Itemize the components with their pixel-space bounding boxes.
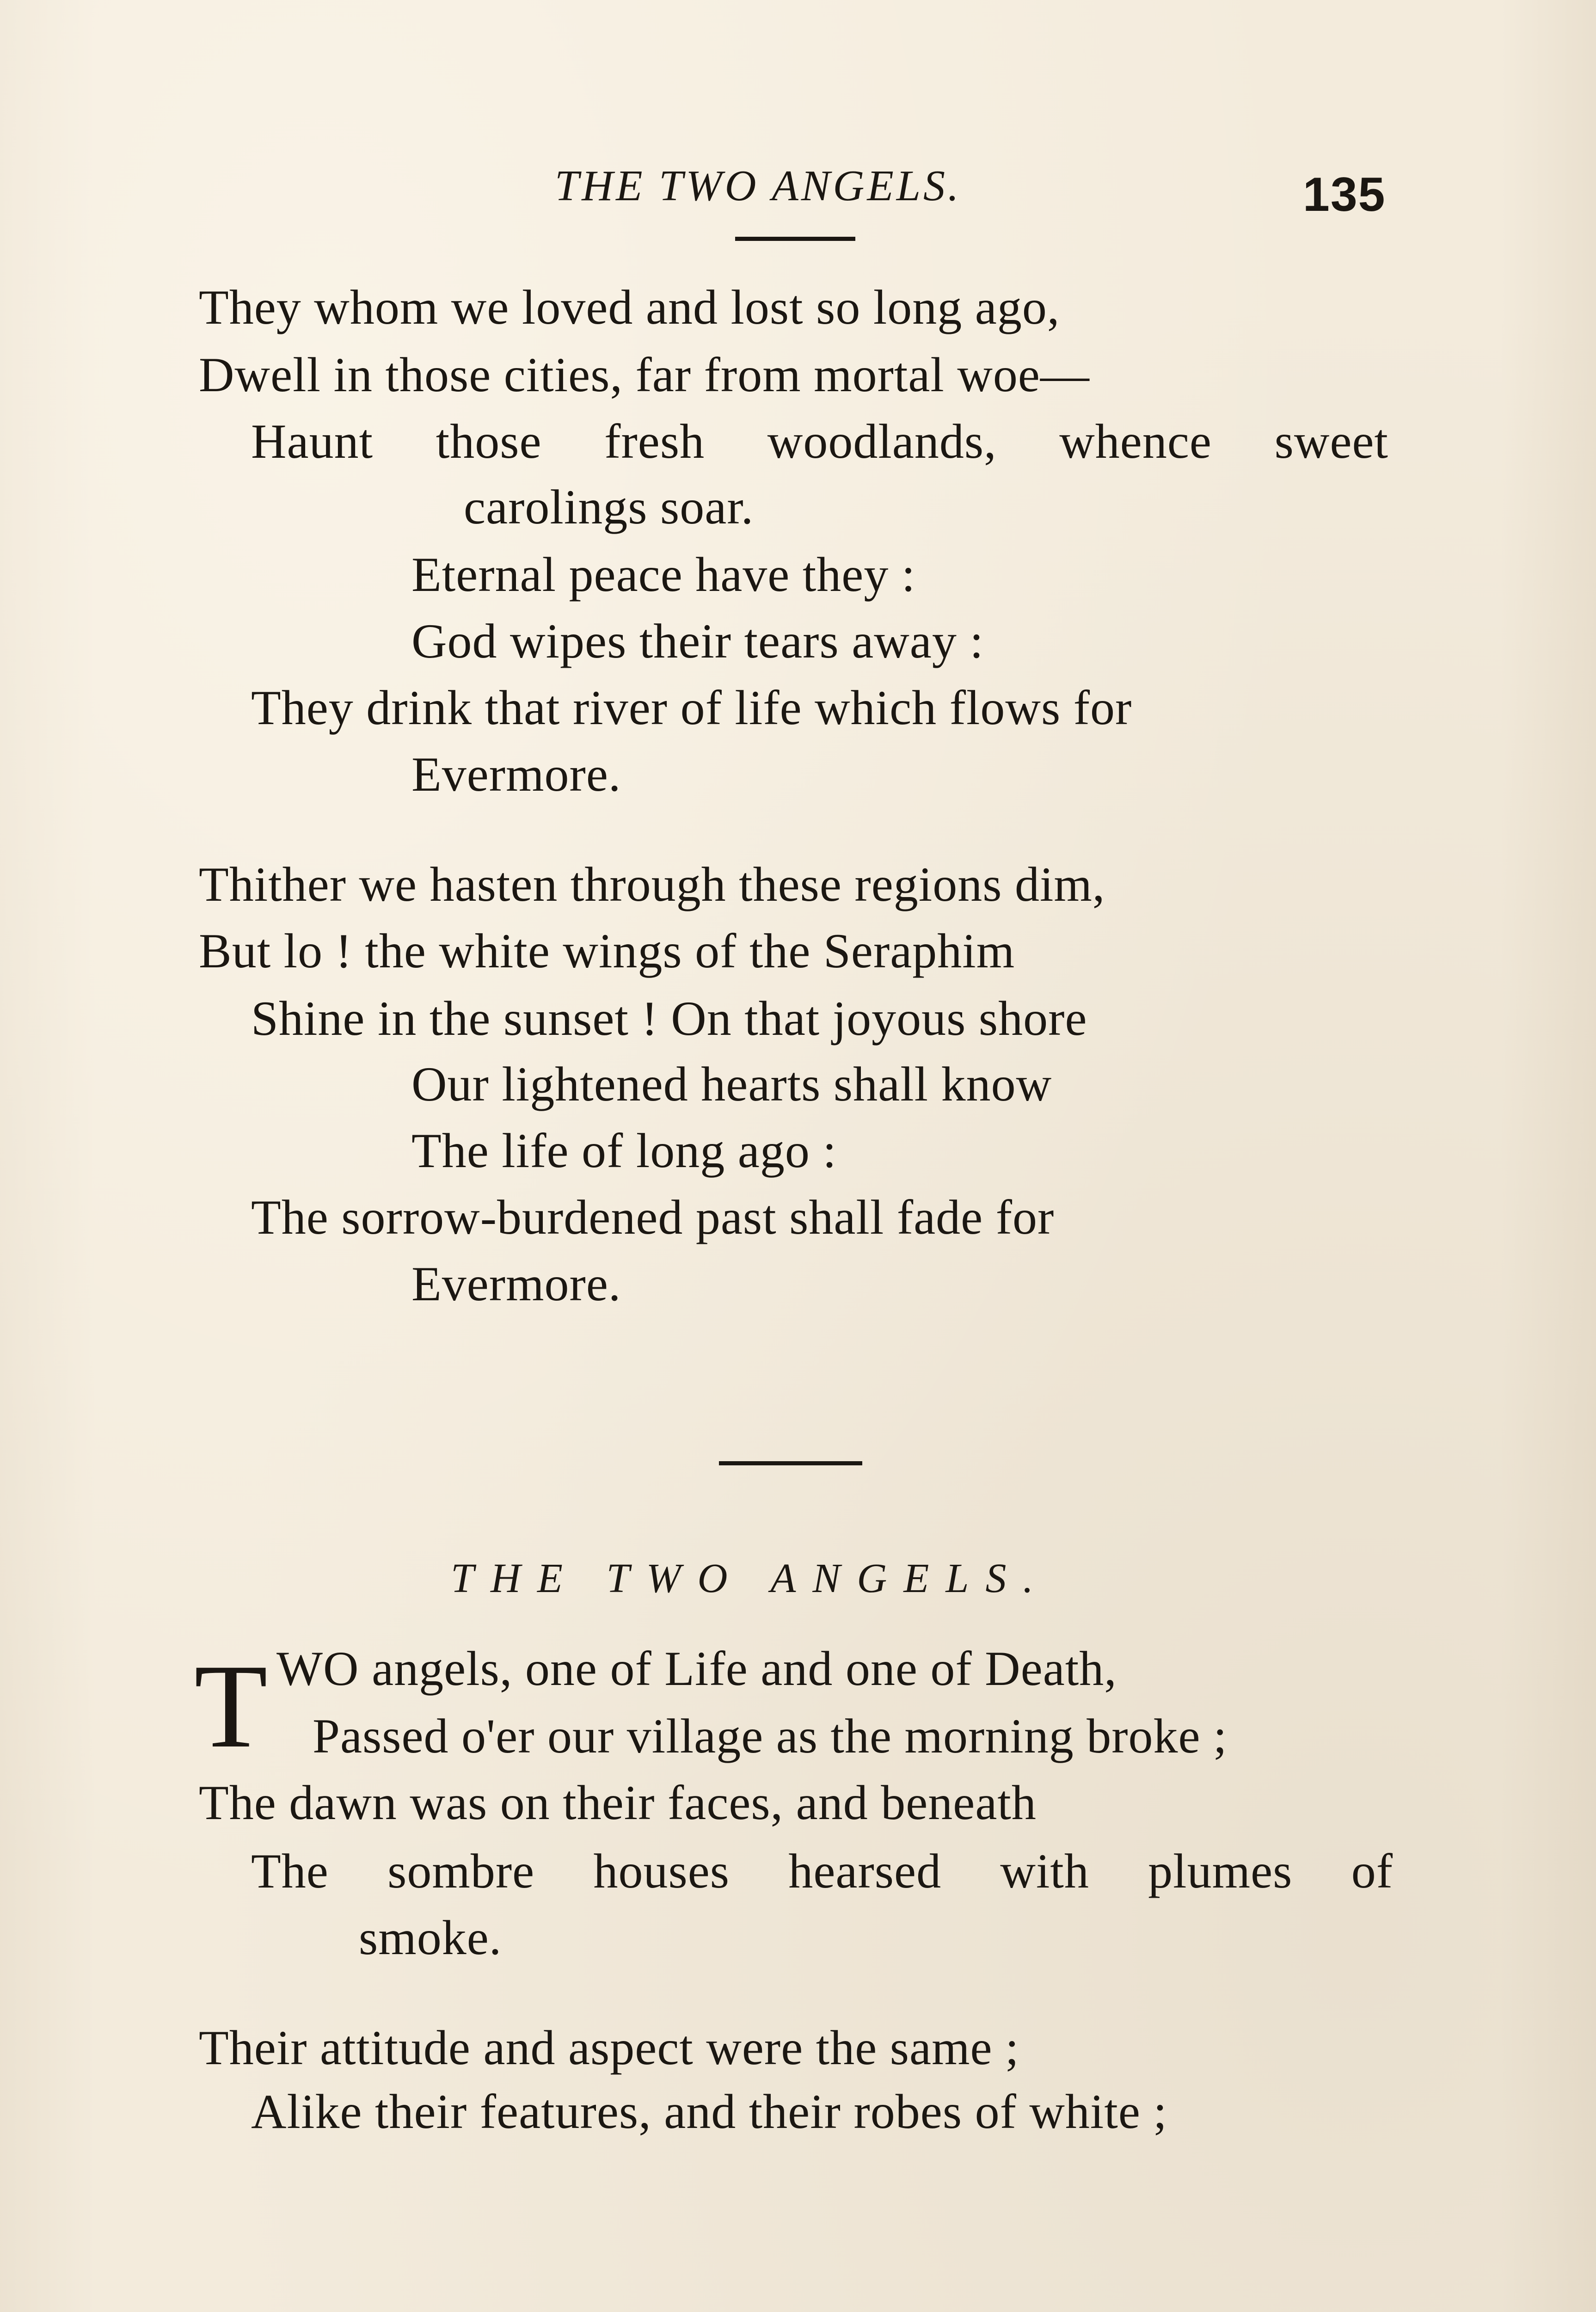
poem-line: WO angels, one of Life and one of Death, (276, 1642, 1117, 1696)
poem-line: Their attitude and aspect were the same ; (199, 2021, 1019, 2075)
page-number: 135 (1303, 168, 1386, 221)
poem-line: Alike their features, and their robes of white ; (251, 2084, 1167, 2139)
poem-line: The life of long ago : (411, 1124, 837, 1178)
poem-line: Dwell in those cities, far from mortal woe— (199, 348, 1090, 402)
poem-line: But lo ! the white wings of the Seraphim (199, 924, 1015, 978)
poem-line: Thither we hasten through these regions dim, (199, 857, 1105, 911)
poem-line: Our lightened hearts shall know (411, 1057, 1052, 1111)
header-rule (735, 237, 855, 241)
poem-line: They whom we loved and lost so long ago, (199, 280, 1060, 334)
poem-title: THE TWO ANGELS. (451, 1556, 1050, 1601)
poem-line: Shine in the sunset ! On that joyous shore (251, 991, 1087, 1045)
section-divider (719, 1461, 862, 1465)
poem-line: Evermore. (411, 747, 621, 801)
poem-line: carolings soar. (464, 480, 754, 534)
poem-line: The dawn was on their faces, and beneath (199, 1776, 1037, 1830)
poem-line: smoke. (359, 1911, 502, 1965)
poem-line: Passed o'er our village as the morning broke ; (313, 1709, 1228, 1763)
poem-line: Haunt those fresh woodlands, whence sweet (251, 414, 1388, 468)
poem-line: They drink that river of life which flows for (251, 681, 1132, 735)
poem-line: The sorrow-burdened past shall fade for (251, 1190, 1055, 1244)
running-title: THE TWO ANGELS. (555, 162, 962, 210)
poem-line: Evermore. (411, 1257, 621, 1311)
drop-cap: T (194, 1640, 268, 1773)
poem-line: God wipes their tears away : (411, 614, 984, 668)
poem-line: Eternal peace have they : (411, 547, 916, 602)
poem-line: The sombre houses hearsed with plumes of (251, 1844, 1393, 1898)
